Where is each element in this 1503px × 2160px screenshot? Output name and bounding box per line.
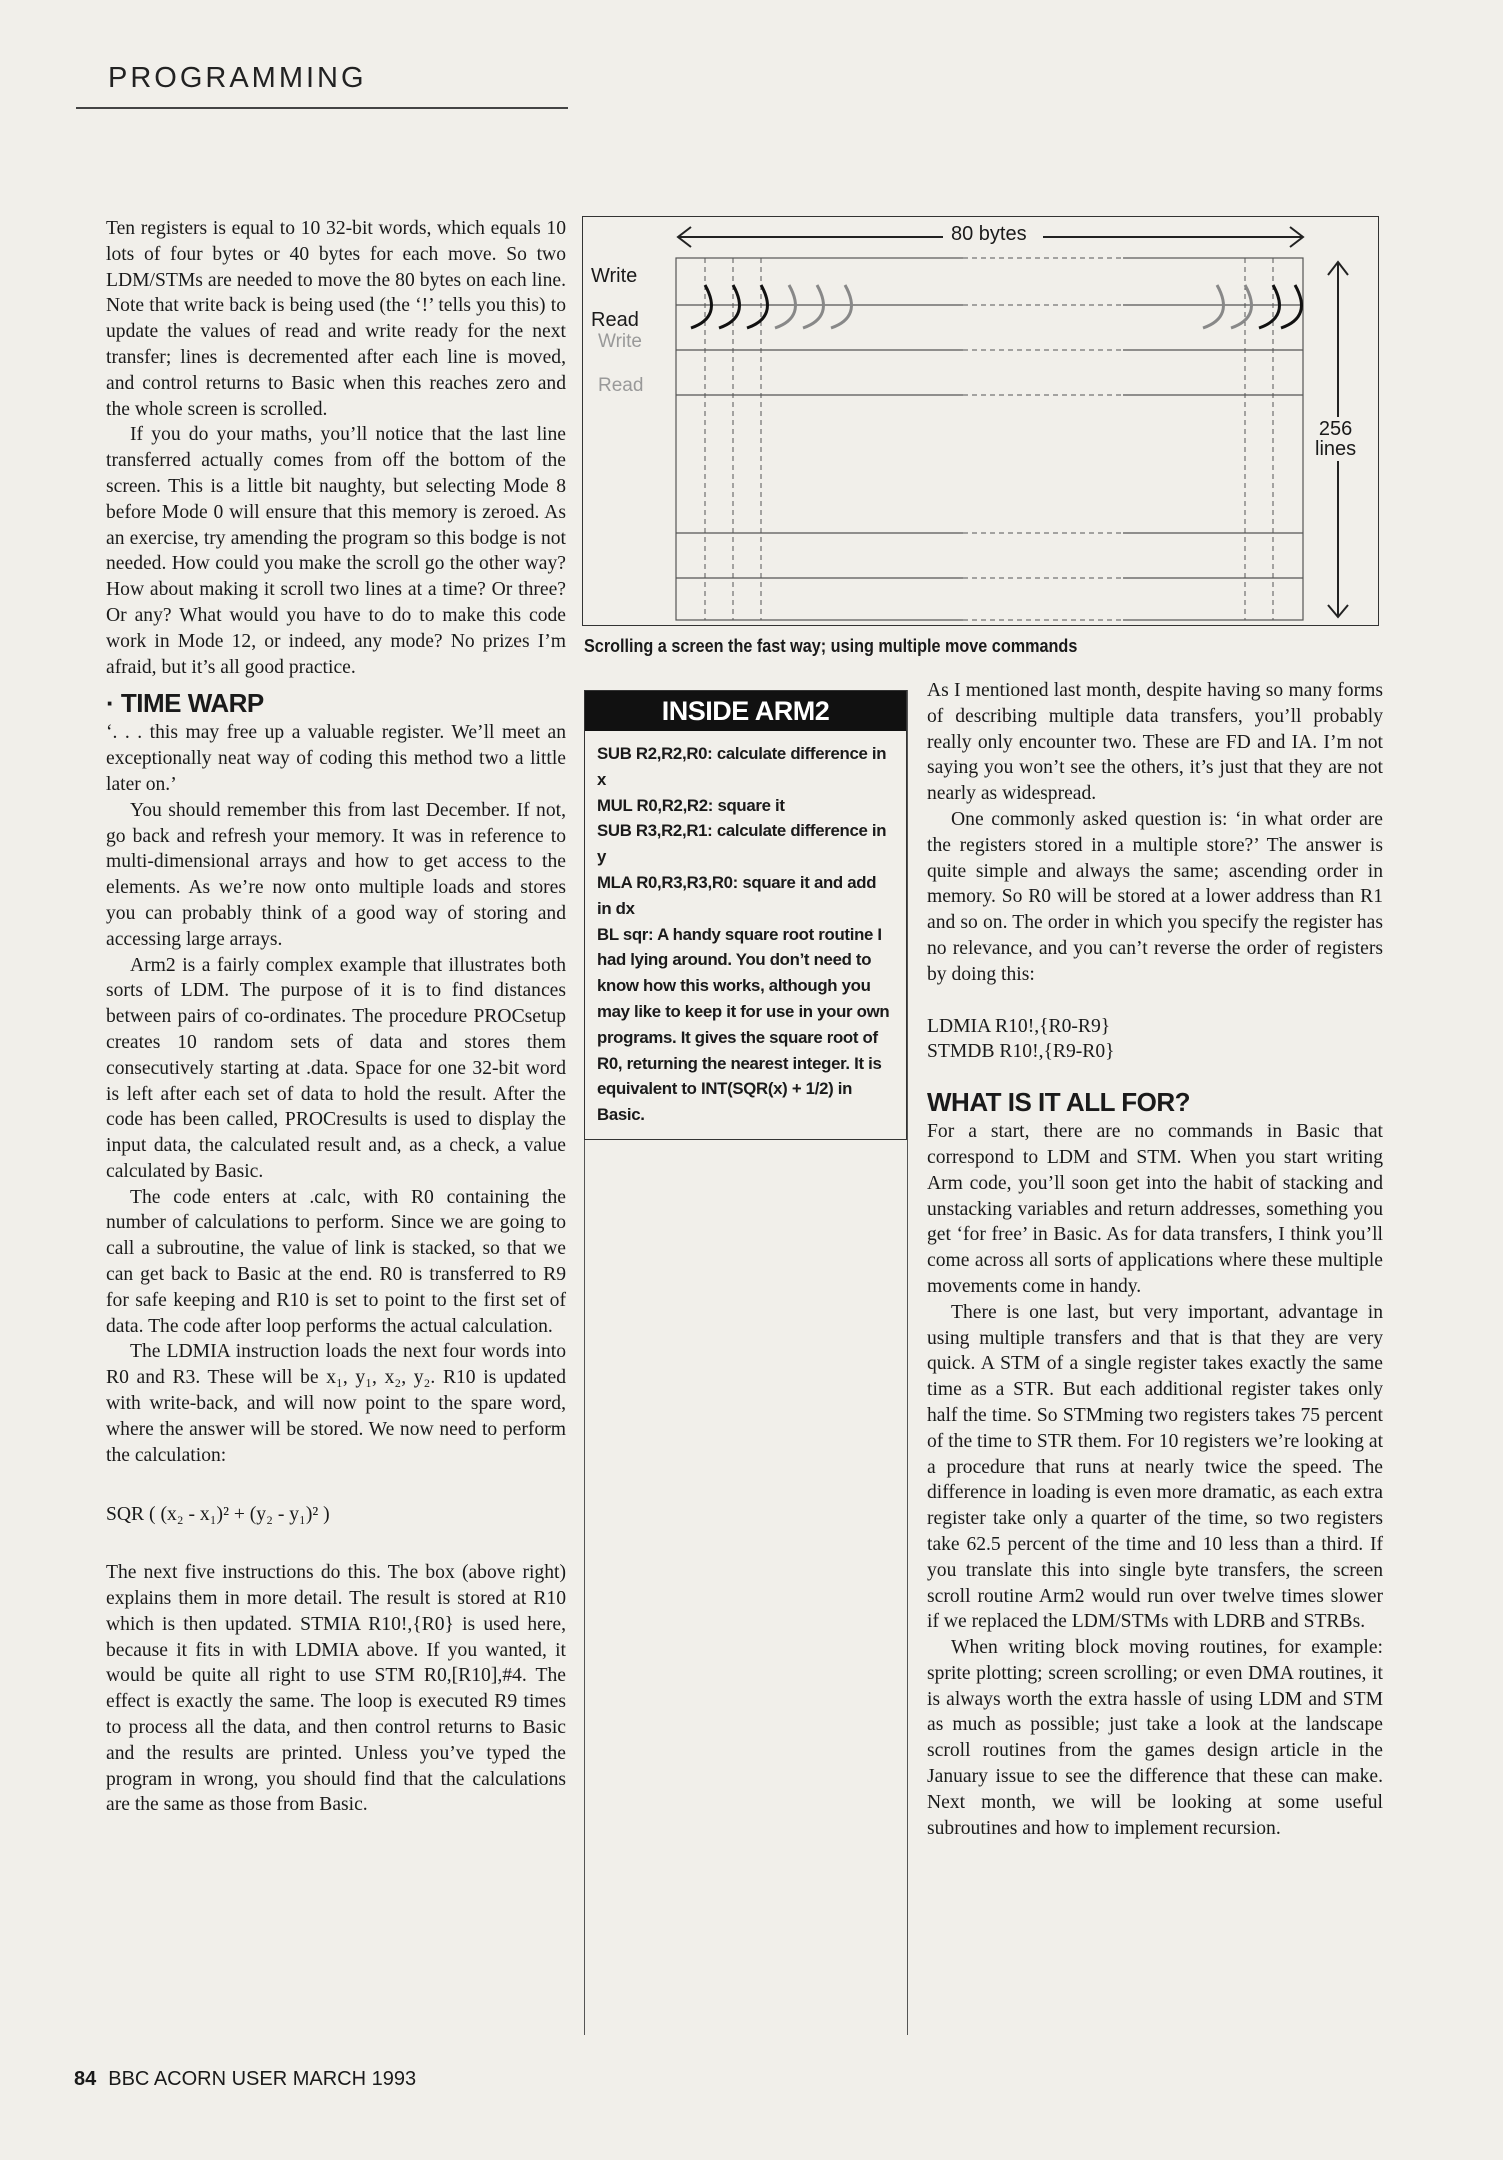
figure-caption: Scrolling a screen the fast way; using multiple move commands	[584, 636, 1078, 656]
box-title: INSIDE ARM2	[585, 691, 906, 731]
page-footer	[74, 2068, 416, 2091]
box-line: SUB R3,R2,R1: calculate difference in y	[597, 821, 887, 867]
box-line: SUB R2,R2,R0: calculate difference in x	[597, 744, 887, 789]
formula: SQR ( (x₂ - x₁)² + (y₂ - y₁)² )	[106, 1504, 330, 1526]
paragraph: Ten registers is equal to 10 32-bit words, which equals 10 lots of four bytes or 40 bytes for each move. So two LDM/STMs are needed to move the 80 bytes on each line. Note that write back is being used (the ‘!’ tells you this) to update the values of read and write ready for the next transfer; lines is decremented after each line is moved, and control returns to Basic when this reaches zero and the whole screen is scrolled.	[106, 218, 566, 420]
column-left	[106, 216, 566, 1818]
lines-unit-label: lines	[1315, 438, 1357, 460]
paragraph: When writing block moving routines, for example: sprite plotting; screen scrolling; or even DMA routines, it is always worth the extra hassle of using LDM and STM as much as possible; just take a look at the landscape scroll routines from the games design article in the January issue to see the difference that these can make. Next month, we will be looking at some useful subroutines and how to implement recursion.	[927, 1637, 1383, 1839]
code-line: LDMIA R10!,{R0-R9}	[927, 1015, 1111, 1037]
read-label-faded: Read	[598, 375, 644, 396]
paragraph: As I mentioned last month, despite having so many forms of describing multiple data transfers, you’ll probably really only encounter two. These are FD and IA. I’m not saying you won’t see the others, it’s just that they are not nearly as widespread.	[927, 680, 1383, 805]
lines-count-label: 256	[1318, 418, 1353, 440]
write-label: Write	[591, 265, 638, 287]
column-right	[927, 678, 1383, 1841]
paragraph: For a start, there are no commands in Basic that correspond to LDM and STM. When you start writing Arm code, you’ll soon get into the habit of stacking and unstacking variables and return addresses, something you get ‘for free’ in Basic. As for data transfers, I think you’ll come across all sorts of applications where these multiple movements come in handy.	[927, 1121, 1383, 1297]
paragraph: The code enters at .calc, with R0 containing the number of calculations to perform. Since we are going to call a subroutine, the value of link is stacked, so that we can get back to Basic at the end. R0 is transferred to R9 for safe keeping and R10 is set to point to the first set of data. The code after loop performs the actual calculation.	[106, 1186, 566, 1337]
write-label-faded: Write	[598, 331, 642, 352]
paragraph: One commonly asked question is: ‘in what order are the registers stored in a multiple store?’ The answer is quite simple and always the same; ascending order in memory. So R0 will be stored at a lower address than R1 and so on. The order in which you specify the register has no relevance, and you can’t reverse the order of registers by doing this:	[927, 808, 1383, 985]
heading-what-is-it-all-for: WHAT IS IT ALL FOR?	[927, 1087, 1190, 1118]
header-rule	[76, 107, 568, 109]
diagram-graphic	[583, 217, 1380, 627]
read-label: Read	[591, 309, 639, 331]
paragraph: If you do your maths, you’ll notice that the last line transferred actually comes from off the bottom of the screen. This is a little bit naughty, but selecting Mode 8 before Mode 0 will ensure that this memory is zeroed. As an exercise, try amending the program so this bodge is not needed. How could you make the scroll go the other way? How about making it scroll two lines at a time? Or three? Or any? What would you have to do to make this code work in Mode 12, or indeed, any mode? No prizes I’m afraid, but it’s all good practice.	[106, 424, 566, 678]
inside-arm2-box	[584, 690, 907, 1140]
paragraph: There is one last, but very important, advantage in using multiple transfers and that is that they are very quick. A STM of a single register takes exactly the same time as a STR. But each additional register takes only half the time. So STMming two registers takes 75 percent of the time to STR them. For 10 registers we’re looking at a procedure that runs at nearly twice the speed. The difference in loading is even more dramatic, as each extra register take only a quarter of the time, so two registers take 62.5 percent of the time and 10 less than a third. If you translate this into single byte transfers, the screen scroll routine Arm2 would run over twelve times slower if we replaced the LDM/STMs with LDRB and STRBs.	[927, 1301, 1384, 1633]
paragraph: Arm2 is a fairly complex example that illustrates both sorts of LDM. The purpose of it is to find distances between pairs of co-ordinates. The procedure PROCsetup creates 10 random sets of data and stores them consecutively starting at .data. Space for one 32-bit word is left after each set of data to hold the result. After the code has been called, PROCresults is used to display the input data, the calculated result and, as a check, a value calculated by Basic.	[106, 954, 566, 1182]
box-line: BL sqr: A handy square root routine I had lying around. You don’t need to know how this works, although you may like to keep it for use in your own programs. It gives the square root of R0, returning the nearest integer. It is equivalent to INT(SQR(x) + 1/2) in Basic.	[597, 924, 890, 1125]
box-line: MUL R0,R2,R2: square it	[597, 795, 785, 815]
section-header: PROGRAMMING	[108, 62, 367, 94]
column-divider	[907, 690, 908, 2035]
paragraph: The LDMIA instruction loads the next four words into R0 and R3. These will be x₁, y₁, x₂, y₂. R10 is updated with write-back, and will now point to the spare word, where the answer will be stored. We now need to perform the calculation:	[106, 1341, 566, 1466]
quote: ‘. . . this may free up a valuable register. We’ll meet an exceptionally neat way of coding this method two a little later on.’	[106, 722, 566, 795]
box-line: MLA R0,R3,R3,R0: square it and add in dx	[597, 872, 877, 918]
magazine-issue: BBC ACORN USER MARCH 1993	[108, 2068, 417, 2090]
heading-time-warp: · TIME WARP	[106, 688, 264, 719]
scroll-diagram	[582, 216, 1379, 626]
code-line: STMDB R10!,{R9-R0}	[927, 1041, 1115, 1063]
paragraph: The next five instructions do this. The box (above right) explains them in more detail. The result is stored at R10 which is then updated. STMIA R10!,{R0} is used here, because it fits in with LDMIA above. If you wanted, it would be quite all right to use STM R0,[R10],#4. The effect is exactly the same. The loop is executed R9 times to process all the data, and then control returns to Basic and the results are printed. Unless you’ve typed the program in wrong, you should find that the calculations are the same as those from Basic.	[106, 1562, 566, 1816]
paragraph: You should remember this from last December. If not, go back and refresh your memory. It was in reference to multi-dimensional arrays and how to get access to the elements. As we’re now onto multiple loads and stores you can probably think of a good way of storing and accessing large arrays.	[106, 799, 566, 950]
bytes-label: 80 bytes	[948, 223, 1030, 246]
page-number: 84	[74, 2068, 97, 2090]
